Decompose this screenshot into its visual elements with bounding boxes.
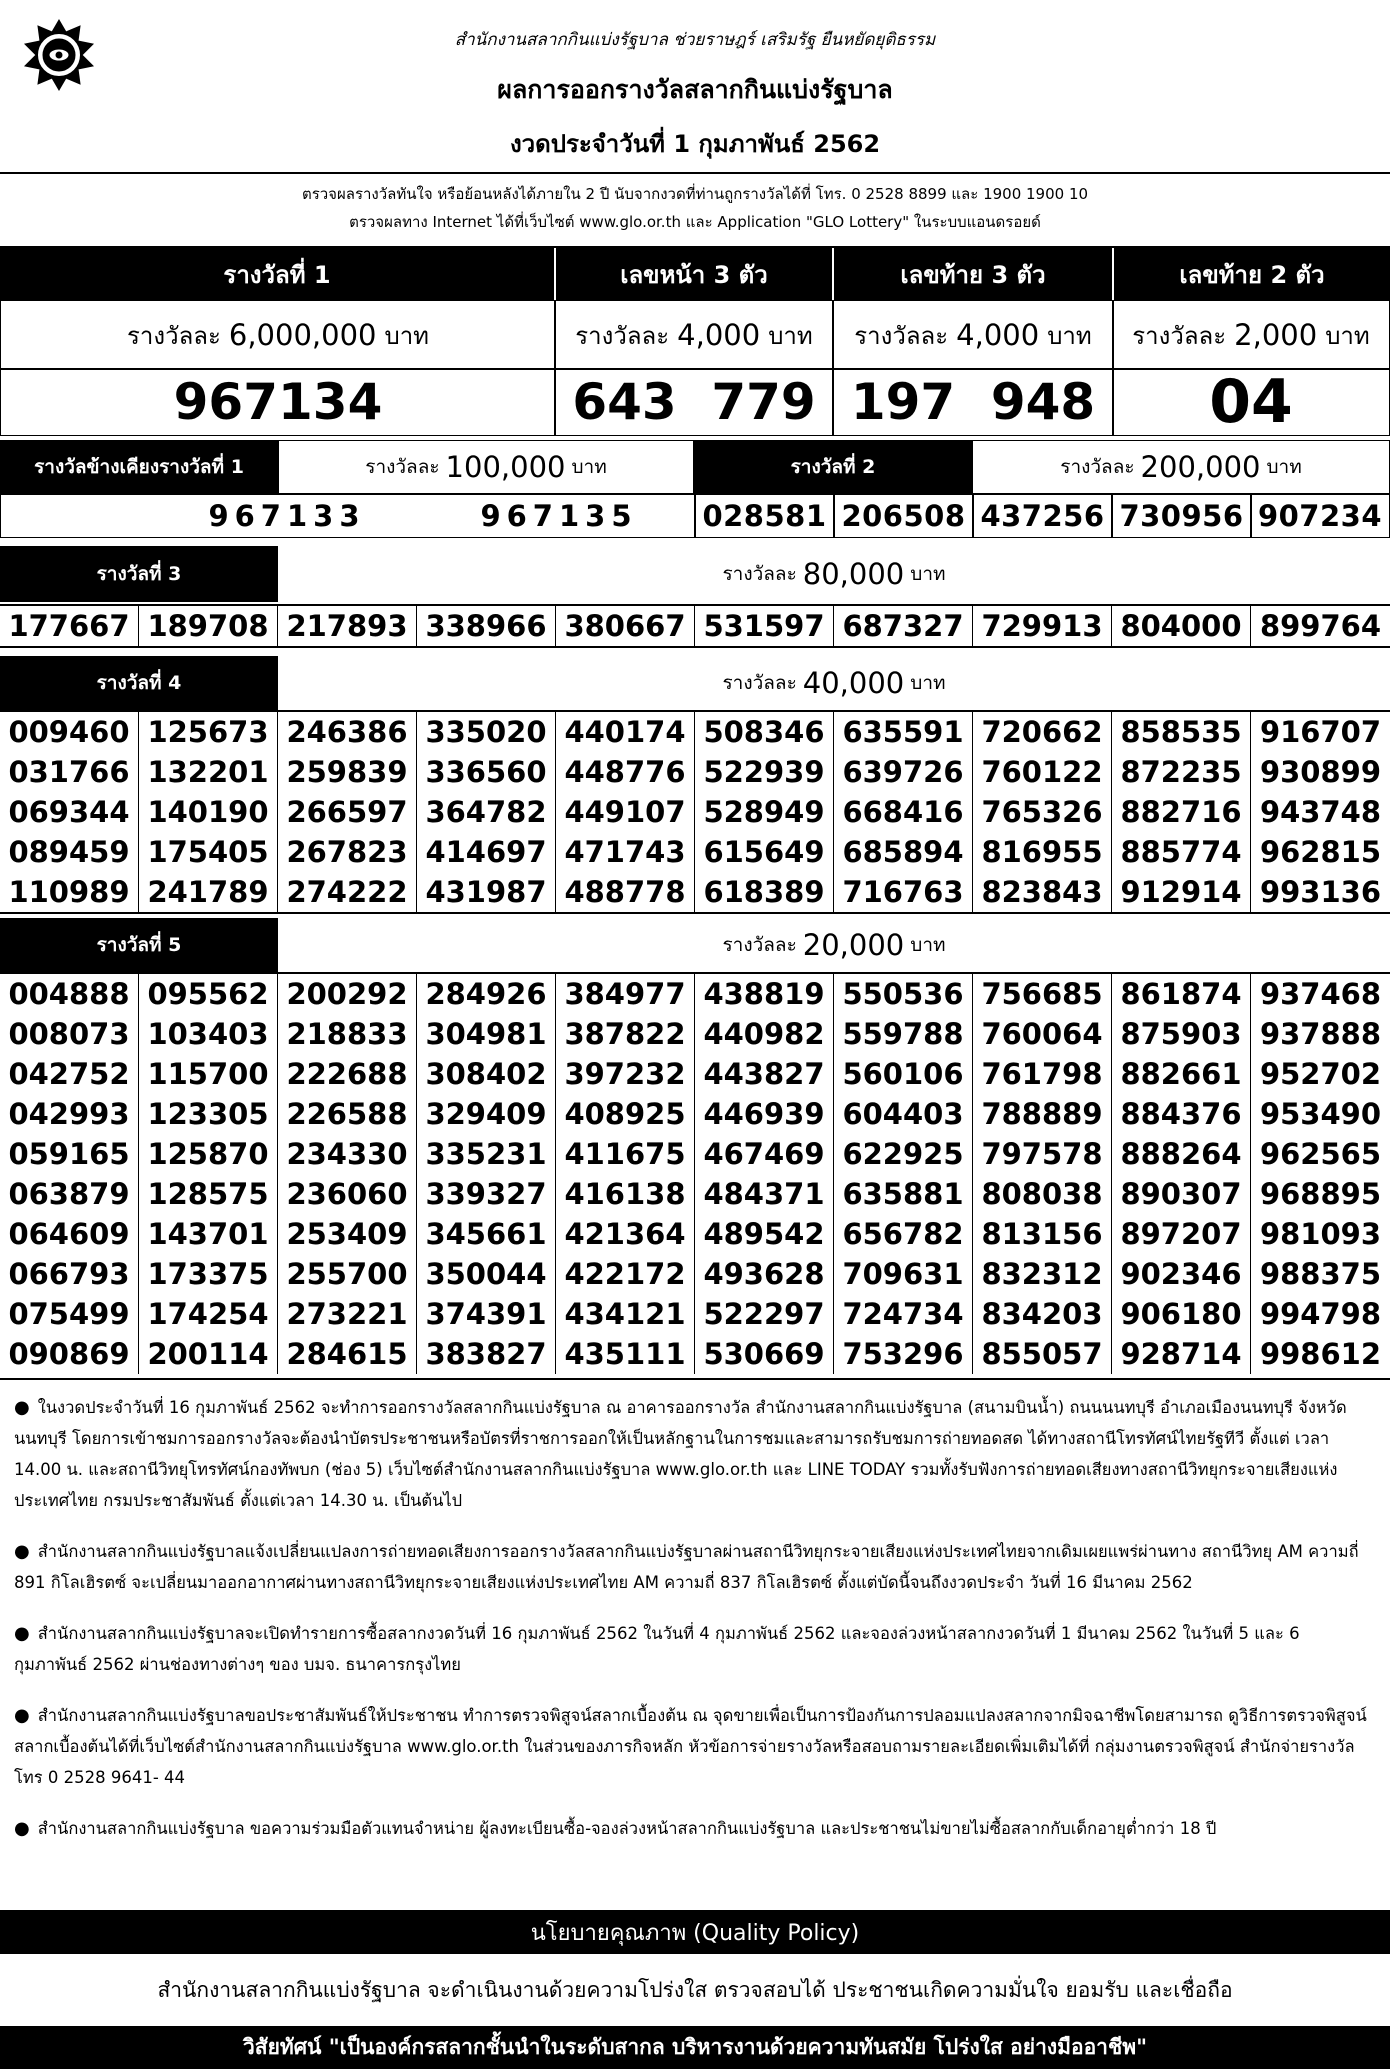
- second-prize-header: รางวัลที่ 2: [694, 440, 972, 494]
- near-first-header: รางวัลข้างเคียงรางวัลที่ 1: [0, 440, 278, 494]
- front3-header: เลขหน้า 3 ตัว: [556, 248, 832, 300]
- fourth-prize-number: 009460: [0, 712, 139, 752]
- fifth-prize-number: 797578: [973, 1134, 1112, 1174]
- amount-label: รางวัลละ: [722, 672, 797, 694]
- third-prize-number: 804000: [1112, 606, 1251, 646]
- near-first-numbers: [0, 494, 696, 538]
- fifth-prize-number: 123305: [139, 1094, 278, 1134]
- fourth-prize-number: 882716: [1112, 792, 1251, 832]
- fifth-prize-header: รางวัลที่ 5: [0, 918, 278, 972]
- fifth-prize-number: 218833: [278, 1014, 417, 1054]
- third-prize-header: รางวัลที่ 3: [0, 546, 278, 602]
- fifth-prize-number: 374391: [417, 1294, 556, 1334]
- fifth-prize-number: 788889: [973, 1094, 1112, 1134]
- amount-label: รางวัลละ: [127, 321, 221, 350]
- fifth-prize-number: 998612: [1259, 1337, 1382, 1371]
- fifth-prize-number: 550536: [834, 974, 973, 1014]
- amount-unit: บาท: [1047, 321, 1092, 350]
- front3-number: 779: [711, 373, 816, 431]
- amount-unit: บาท: [910, 563, 946, 585]
- fifth-prize-number: 308402: [417, 1054, 556, 1094]
- fifth-prize-number: 890307: [1112, 1174, 1251, 1214]
- quality-policy-header: นโยบายคุณภาพ (Quality Policy): [0, 1910, 1390, 1954]
- fifth-prize-number: 808038: [973, 1174, 1112, 1214]
- front3-numbers: [554, 368, 834, 436]
- bullet-dot-icon: ●: [14, 1818, 30, 1839]
- fifth-prize-number: 484371: [695, 1174, 834, 1214]
- fourth-prize-number: 431987: [417, 872, 556, 912]
- fourth-prize-number: 335020: [417, 712, 556, 752]
- back2-header: เลขท้าย 2 ตัว: [1114, 248, 1390, 300]
- announcement-item: [14, 1618, 1376, 1680]
- front3-number: 643: [572, 373, 677, 431]
- amount-unit: บาท: [1266, 456, 1302, 478]
- fifth-prize-number: 604403: [834, 1094, 973, 1134]
- fourth-prize-number: 885774: [1112, 832, 1251, 872]
- fourth-prize-number: 274222: [278, 872, 417, 912]
- header: [0, 0, 1390, 174]
- draw-date: งวดประจำวันที่ 1 กุมภาพันธ์ 2562: [509, 130, 881, 158]
- amount-unit: บาท: [910, 672, 946, 694]
- fifth-prize-number: 383827: [417, 1334, 556, 1374]
- fifth-prize-number: 255700: [278, 1254, 417, 1294]
- amount-value: 4,000: [956, 318, 1040, 352]
- second-prize-number: 730956: [1111, 494, 1252, 538]
- fifth-prize-number: 906180: [1112, 1294, 1251, 1334]
- first-prize-header: รางวัลที่ 1: [0, 248, 554, 300]
- announcement-item: [14, 1700, 1376, 1793]
- fifth-prize-number: 408925: [556, 1094, 695, 1134]
- fifth-prize-number: 059165: [0, 1134, 139, 1174]
- third-prize-number: 217893: [278, 606, 417, 646]
- fifth-prize-number: 125870: [139, 1134, 278, 1174]
- fifth-prize-number: 253409: [278, 1214, 417, 1254]
- fourth-prize-number: 685894: [834, 832, 973, 872]
- fourth-prize-number: 912914: [1112, 872, 1251, 912]
- info-line-internet: ตรวจผลทาง Internet ได้ที่เว็บไซต์ www.glo.or.th และ Application "GLO Lottery" ในระบบแอนดรอยด์: [349, 213, 1041, 231]
- second-prize-number: 437256: [972, 494, 1113, 538]
- fifth-prize-number: 438819: [695, 974, 834, 1014]
- fourth-prize-number: 528949: [695, 792, 834, 832]
- third-prize-number: 899764: [1259, 609, 1382, 643]
- amount-value: 20,000: [802, 928, 905, 962]
- fifth-prize-number: 384977: [556, 974, 695, 1014]
- amount-unit: บาท: [571, 456, 607, 478]
- fifth-prize-number: 832312: [973, 1254, 1112, 1294]
- third-prize-number: 338966: [417, 606, 556, 646]
- amount-label: รางวัลละ: [854, 321, 949, 350]
- back3-number: 197: [850, 373, 956, 431]
- fourth-prize-number: 720662: [973, 712, 1112, 752]
- announcement-item: [14, 1536, 1376, 1598]
- fourth-prize-number: 266597: [278, 792, 417, 832]
- fourth-prize-number: 448776: [556, 752, 695, 792]
- amount-unit: บาท: [768, 321, 813, 350]
- fourth-prize-number: 488778: [556, 872, 695, 912]
- fifth-prize-number: 236060: [278, 1174, 417, 1214]
- fourth-prize-number: 259839: [278, 752, 417, 792]
- fifth-prize-number: 350044: [417, 1254, 556, 1294]
- first-prize-amount: [0, 300, 556, 370]
- fifth-prize-number: 962565: [1259, 1137, 1382, 1171]
- fourth-prize-number: 336560: [417, 752, 556, 792]
- fifth-prize-number: 200292: [278, 974, 417, 1014]
- third-prize-number: 531597: [695, 606, 834, 646]
- vision-statement: วิสัยทัศน์ "เป็นองค์กรสลากชั้นนำในระดับสากล บริหารงานด้วยความทันสมัย โปร่งใส อย่างมืออาชีพ": [0, 2026, 1390, 2069]
- fifth-prize-number: 928714: [1112, 1334, 1251, 1374]
- fifth-prize-number: 434121: [556, 1294, 695, 1334]
- back3-number: 948: [990, 373, 1096, 431]
- fourth-prize-number: 916707: [1259, 715, 1382, 749]
- fourth-prize-number: 414697: [417, 832, 556, 872]
- fifth-prize-number: 489542: [695, 1214, 834, 1254]
- amount-label: รางวัลละ: [575, 321, 670, 350]
- page-title: ผลการออกรางวัลสลากกินแบ่งรัฐบาล: [497, 75, 893, 104]
- fifth-prize-number: 173375: [139, 1254, 278, 1294]
- fourth-prize-number: 246386: [278, 712, 417, 752]
- fourth-prize-number: 962815: [1259, 835, 1382, 869]
- info-block: [0, 174, 1390, 248]
- announcement-item: [14, 1392, 1376, 1516]
- fifth-prize-number: 103403: [139, 1014, 278, 1054]
- back2-number: 04: [1112, 368, 1390, 436]
- fourth-prize-number: 635591: [834, 712, 973, 752]
- back3-header: เลขท้าย 3 ตัว: [834, 248, 1112, 300]
- amount-value: 200,000: [1140, 450, 1261, 484]
- fourth-prize-number: 765326: [973, 792, 1112, 832]
- fifth-prize-number: 435111: [556, 1334, 695, 1374]
- fifth-prize-number: 861874: [1112, 974, 1251, 1014]
- amount-unit: บาท: [384, 321, 429, 350]
- second-prize-number: 907234: [1250, 494, 1390, 538]
- fourth-prize-number: 872235: [1112, 752, 1251, 792]
- fourth-prize-number: 364782: [417, 792, 556, 832]
- fifth-prize-number: 042993: [0, 1094, 139, 1134]
- fourth-prize-number: 449107: [556, 792, 695, 832]
- fourth-prize-number: 140190: [139, 792, 278, 832]
- fourth-prize-number: 440174: [556, 712, 695, 752]
- third-prize-number: 687327: [834, 606, 973, 646]
- fifth-prize-number: 888264: [1112, 1134, 1251, 1174]
- fourth-prize-number: 618389: [695, 872, 834, 912]
- amount-value: 80,000: [802, 557, 905, 591]
- fifth-prize-number: 063879: [0, 1174, 139, 1214]
- second-prize-number: 206508: [833, 494, 974, 538]
- fifth-prize-number: 709631: [834, 1254, 973, 1294]
- fifth-prize-number: 994798: [1259, 1297, 1382, 1331]
- announcement-text: ในงวดประจำวันที่ 16 กุมภาพันธ์ 2562 จะทำการออกรางวัลสลากกินแบ่งรัฐบาล ณ อาคารออกรางวัล สำนักงานสลากกินแบ่งรัฐบาล (สนามบินน้ำ) ถนนนนทบุรี อำเภอเมืองนนทบุรี จังหวัดนนทบุรี โดยการเข้าชมการออกรางวัลจะต้องนำบัตรประชาชนหรือบัตรที่ราชการออกให้เป็นหลักฐานในการชมและสามารถรับชมการถ่ายทอดสด ได้ทางสถานีโทรทัศน์ไทยรัฐทีวี ตั้งแต่ เวลา 14.00 น. และสถานีวิทยุโทรทัศน์กองทัพบก (ช่อง 5) เว็บไซต์สำนักงานสลากกินแบ่งรัฐบาล www.glo.or.th และ LINE TODAY รวมทั้งรับฟังการถ่ายทอดเสียงทางสถานีวิทยุกระจายเสียงแห่งประเทศไทย กรมประชาสัมพันธ์ ตั้งแต่เวลา 14.30 น. เป็นต้นไป: [14, 1398, 1347, 1510]
- fifth-prize-number: 937468: [1259, 977, 1382, 1011]
- fourth-prize-number: 823843: [973, 872, 1112, 912]
- fifth-prize-number: 066793: [0, 1254, 139, 1294]
- announcement-text: สำนักงานสลากกินแบ่งรัฐบาลแจ้งเปลี่ยนแปลงการถ่ายทอดเสียงการออกรางวัลสลากกินแบ่งรัฐบาลผ่านสถานีวิทยุกระจายเสียงแห่งประเทศไทยจากเดิมเผยแพร่ผ่านทาง สถานีวิทยุ AM ความถี่ 891 กิโลเฮิรตซ์ จะเปลี่ยนมาออกอากาศผ่านทางสถานีวิทยุกระจายเสียงแห่งประเทศไทย AM ความถี่ 837 กิโลเฮิรตซ์ ตั้งแต่บัดนี้จนถึงงวดประจำ วันที่ 16 มีนาคม 2562: [14, 1542, 1359, 1592]
- fifth-prize-number: 411675: [556, 1134, 695, 1174]
- fifth-prize-number: 753296: [834, 1334, 973, 1374]
- fourth-prize-number: 267823: [278, 832, 417, 872]
- fourth-prize-number: 069344: [0, 792, 139, 832]
- fifth-prize-number: 884376: [1112, 1094, 1251, 1134]
- third-prize-amount: [278, 546, 1390, 602]
- fifth-prize-number: 952702: [1259, 1057, 1382, 1091]
- fifth-prize-number: 174254: [139, 1294, 278, 1334]
- amount-value: 4,000: [677, 318, 761, 352]
- fifth-prize-number: 387822: [556, 1014, 695, 1054]
- back3-numbers: [832, 368, 1114, 436]
- announcements: [0, 1378, 1390, 1910]
- fourth-prize-number: 132201: [139, 752, 278, 792]
- fourth-prize-grid: [0, 710, 1390, 914]
- third-prize-number: 380667: [556, 606, 695, 646]
- fifth-prize-number: 226588: [278, 1094, 417, 1134]
- fifth-prize-number: 284615: [278, 1334, 417, 1374]
- fifth-prize-number: 075499: [0, 1294, 139, 1334]
- amount-label: รางวัลละ: [722, 934, 797, 956]
- fourth-prize-number: 943748: [1259, 795, 1382, 829]
- fifth-prize-number: 335231: [417, 1134, 556, 1174]
- fifth-prize-number: 897207: [1112, 1214, 1251, 1254]
- fifth-prize-number: 902346: [1112, 1254, 1251, 1294]
- back3-amount: [832, 300, 1114, 370]
- fourth-prize-number: 639726: [834, 752, 973, 792]
- amount-label: รางวัลละ: [1060, 456, 1135, 478]
- first-prize-number: 967134: [0, 368, 556, 436]
- fifth-prize-number: 760064: [973, 1014, 1112, 1054]
- second-prize-number: 028581: [694, 494, 835, 538]
- fifth-prize-amount: [278, 918, 1390, 972]
- fifth-prize-number: 042752: [0, 1054, 139, 1094]
- fourth-prize-number: 522939: [695, 752, 834, 792]
- fourth-prize-amount: [278, 656, 1390, 710]
- near-first-number: 967133: [208, 499, 366, 533]
- fifth-prize-number: 622925: [834, 1134, 973, 1174]
- fifth-prize-grid: [0, 972, 1390, 1374]
- fifth-prize-number: 968895: [1259, 1177, 1382, 1211]
- info-line-phone: ตรวจผลรางวัลทันใจ หรือย้อนหลังได้ภายใน 2 ปี นับจากงวดที่ท่านถูกรางวัลได้ที่ โทร. 0 2528 8899 และ 1900 1900 10: [301, 185, 1089, 203]
- bullet-dot-icon: ●: [14, 1623, 30, 1644]
- amount-label: รางวัลละ: [365, 456, 440, 478]
- fifth-prize-number: 656782: [834, 1214, 973, 1254]
- fourth-prize-number: 125673: [139, 712, 278, 752]
- fifth-prize-number: 559788: [834, 1014, 973, 1054]
- fifth-prize-number: 234330: [278, 1134, 417, 1174]
- amount-value: 6,000,000: [228, 318, 377, 352]
- amount-value: 40,000: [802, 666, 905, 700]
- fourth-prize-number: 508346: [695, 712, 834, 752]
- fifth-prize-number: 064609: [0, 1214, 139, 1254]
- fifth-prize-number: 128575: [139, 1174, 278, 1214]
- fifth-prize-number: 953490: [1259, 1097, 1382, 1131]
- fifth-prize-number: 855057: [973, 1334, 1112, 1374]
- fifth-prize-number: 875903: [1112, 1014, 1251, 1054]
- third-prize-number: 177667: [0, 606, 139, 646]
- fourth-prize-number: 930899: [1259, 755, 1382, 789]
- bullet-dot-icon: ●: [14, 1397, 30, 1418]
- fourth-prize-number: 993136: [1259, 875, 1382, 909]
- fifth-prize-number: 443827: [695, 1054, 834, 1094]
- fifth-prize-number: 416138: [556, 1174, 695, 1214]
- fifth-prize-number: 304981: [417, 1014, 556, 1054]
- fourth-prize-number: 716763: [834, 872, 973, 912]
- fifth-prize-number: 004888: [0, 974, 139, 1014]
- bullet-dot-icon: ●: [14, 1705, 30, 1726]
- bullet-dot-icon: ●: [14, 1541, 30, 1562]
- third-prize-number: 729913: [973, 606, 1112, 646]
- third-prize-grid: [0, 604, 1390, 648]
- fifth-prize-number: 493628: [695, 1254, 834, 1294]
- fifth-prize-number: 115700: [139, 1054, 278, 1094]
- near-first-amount: [278, 440, 694, 494]
- fifth-prize-number: 560106: [834, 1054, 973, 1094]
- amount-unit: บาท: [910, 934, 946, 956]
- fifth-prize-number: 200114: [139, 1334, 278, 1374]
- fifth-prize-number: 834203: [973, 1294, 1112, 1334]
- fifth-prize-number: 882661: [1112, 1054, 1251, 1094]
- amount-value: 2,000: [1234, 318, 1318, 352]
- fifth-prize-number: 143701: [139, 1214, 278, 1254]
- fourth-prize-number: 241789: [139, 872, 278, 912]
- fifth-prize-number: 988375: [1259, 1257, 1382, 1291]
- announcement-text: สำนักงานสลากกินแบ่งรัฐบาล ขอความร่วมมือตัวแทนจำหน่าย ผู้ลงทะเบียนซื้อ-จองล่วงหน้าสลากกินแบ่งรัฐบาล และประชาชนไม่ขายไม่ซื้อสลากกับเด็กอายุต่ำกว่า 18 ปี: [37, 1819, 1217, 1838]
- fourth-prize-number: 471743: [556, 832, 695, 872]
- fifth-prize-number: 222688: [278, 1054, 417, 1094]
- fifth-prize-number: 522297: [695, 1294, 834, 1334]
- fifth-prize-number: 756685: [973, 974, 1112, 1014]
- announcement-text: สำนักงานสลากกินแบ่งรัฐบาลจะเปิดทำรายการซื้อสลากงวดวันที่ 16 กุมภาพันธ์ 2562 ในวันที่ 4 กุมภาพันธ์ 2562 และจองล่วงหน้าสลากงวดวันที่ 1 มีนาคม 2562 ในวันที่ 5 และ 6 กุมภาพันธ์ 2562 ผ่านช่องทางต่างๆ ของ บมจ. ธนาคารกรุงไทย: [14, 1624, 1300, 1674]
- fifth-prize-number: 397232: [556, 1054, 695, 1094]
- fifth-prize-number: 339327: [417, 1174, 556, 1214]
- fifth-prize-number: 008073: [0, 1014, 139, 1054]
- fifth-prize-number: 090869: [0, 1334, 139, 1374]
- fourth-prize-number: 760122: [973, 752, 1112, 792]
- fifth-prize-number: 421364: [556, 1214, 695, 1254]
- fourth-prize-number: 031766: [0, 752, 139, 792]
- fourth-prize-number: 858535: [1112, 712, 1251, 752]
- fifth-prize-number: 095562: [139, 974, 278, 1014]
- second-prize-amount: [972, 440, 1390, 494]
- near-first-number: 967135: [480, 499, 638, 533]
- fifth-prize-number: 273221: [278, 1294, 417, 1334]
- quality-policy-text: สำนักงานสลากกินแบ่งรัฐบาล จะดำเนินงานด้วยความโปร่งใส ตรวจสอบได้ ประชาชนเกิดความมั่นใจ ยอมรับ และเชื่อถือ: [157, 1977, 1233, 2002]
- fourth-prize-number: 089459: [0, 832, 139, 872]
- fifth-prize-number: 981093: [1259, 1217, 1382, 1251]
- fourth-prize-number: 110989: [0, 872, 139, 912]
- fourth-prize-header: รางวัลที่ 4: [0, 656, 278, 710]
- back2-amount: [1112, 300, 1390, 370]
- amount-label: รางวัลละ: [722, 563, 797, 585]
- fifth-prize-number: 284926: [417, 974, 556, 1014]
- amount-label: รางวัลละ: [1132, 321, 1227, 350]
- fifth-prize-number: 440982: [695, 1014, 834, 1054]
- front3-amount: [554, 300, 834, 370]
- amount-unit: บาท: [1325, 321, 1370, 350]
- fourth-prize-number: 175405: [139, 832, 278, 872]
- fifth-prize-number: 467469: [695, 1134, 834, 1174]
- fifth-prize-number: 345661: [417, 1214, 556, 1254]
- fifth-prize-number: 422172: [556, 1254, 695, 1294]
- fourth-prize-number: 615649: [695, 832, 834, 872]
- fifth-prize-number: 329409: [417, 1094, 556, 1134]
- fourth-prize-number: 816955: [973, 832, 1112, 872]
- header-motto: สำนักงานสลากกินแบ่งรัฐบาล ช่วยราษฎร์ เสริมรัฐ ยืนหยัดยุติธรรม: [454, 30, 936, 50]
- fifth-prize-number: 446939: [695, 1094, 834, 1134]
- third-prize-number: 189708: [139, 606, 278, 646]
- fifth-prize-number: 761798: [973, 1054, 1112, 1094]
- announcement-text: สำนักงานสลากกินแบ่งรัฐบาลขอประชาสัมพันธ์ให้ประชาชน ทำการตรวจพิสูจน์สลากเบื้องต้น ณ จุดขายเพื่อเป็นการป้องกันการปลอมแปลงสลากจากมิจฉาชีพโดยสามารถ ดูวิธีการตรวจพิสูจน์สลากเบื้องต้นได้ที่เว็บไซต์สำนักงานสลากกินแบ่งรัฐบาล www.glo.or.th ในส่วนของภารกิจหลัก หัวข้อการจ่ายรางวัลหรือสอบถามรายละเอียดเพิ่มเติมได้ที่ กลุ่มงานตรวจพิสูจน์ สำนักจ่ายรางวัล โทร 0 2528 9641- 44: [14, 1706, 1367, 1787]
- fifth-prize-number: 724734: [834, 1294, 973, 1334]
- fifth-prize-number: 813156: [973, 1214, 1112, 1254]
- amount-value: 100,000: [445, 450, 566, 484]
- fifth-prize-number: 635881: [834, 1174, 973, 1214]
- fifth-prize-number: 530669: [695, 1334, 834, 1374]
- fifth-prize-number: 937888: [1259, 1017, 1382, 1051]
- announcement-item: [14, 1813, 1376, 1844]
- fourth-prize-number: 668416: [834, 792, 973, 832]
